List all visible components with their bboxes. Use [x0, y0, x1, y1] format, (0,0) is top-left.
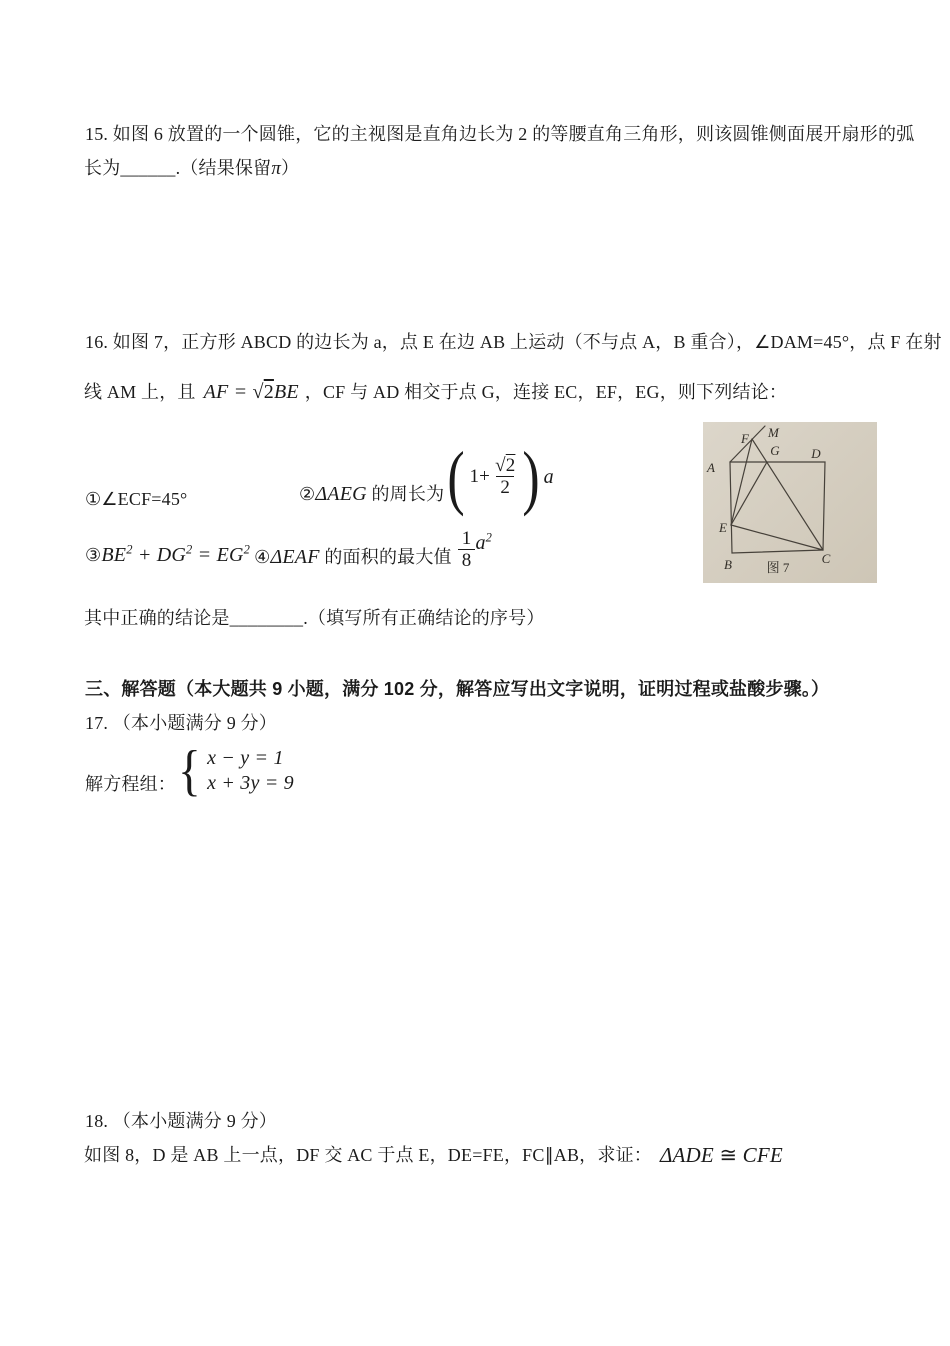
- question-17-header: 17. （本小题满分 9 分）: [85, 713, 277, 733]
- formula-af-lhs: AF =: [203, 381, 248, 403]
- vertex-label-m: M: [768, 425, 779, 440]
- conclusion-item-1: [85, 486, 187, 512]
- item-4-variable: [475, 530, 492, 556]
- vertex-label-g: G: [770, 443, 780, 458]
- item-2-triangle: ΔAEG: [315, 483, 367, 505]
- item-2-marker: ②: [299, 484, 316, 504]
- close-paren: ): [522, 436, 541, 517]
- equation-1: x − y = 1: [207, 747, 284, 769]
- item-4-marker: ④: [254, 547, 271, 567]
- item-2-fraction-numerator: [491, 455, 519, 476]
- pi-symbol: π: [271, 158, 282, 179]
- question-17-system: [85, 742, 294, 800]
- question-15-line-2-close: ）: [281, 158, 300, 178]
- vertex-label-d: D: [811, 446, 821, 461]
- radicand: 2: [505, 455, 516, 477]
- item-3-equation: [101, 544, 250, 566]
- item-4-fraction-numerator: 1: [461, 527, 472, 549]
- item-2-text: 的周长为: [366, 484, 445, 504]
- question-16-line-2: [84, 376, 787, 408]
- item-2-variable: a: [543, 465, 554, 488]
- item-2-fraction: [491, 455, 519, 499]
- question-16-line-2-post: ，CF 与 AD 相交于点 G，连接 EC，EF，EG，则下列结论：: [304, 382, 788, 402]
- radical-sign: √: [495, 455, 506, 477]
- item-4-area-formula: [458, 528, 492, 572]
- item-2-perimeter-formula: [444, 436, 554, 517]
- equation-2: x + 3y = 9: [207, 772, 294, 794]
- vertex-label-b: B: [724, 557, 732, 572]
- term-eg: = EG: [192, 544, 244, 566]
- question-18-header: 18. （本小题满分 9 分）: [85, 1111, 277, 1131]
- vertex-label-f: F: [741, 431, 749, 446]
- question-18-text: 如图 8，D 是 AB 上一点，DF 交 AC 于点 E，DE=FE，FC∥AB，求证：: [84, 1145, 652, 1165]
- formula-af-sqrt2-be: [204, 379, 299, 405]
- term-be: BE: [101, 544, 127, 566]
- formula-af-rhs: BE: [273, 381, 299, 403]
- item-2-one-plus: 1+: [469, 465, 491, 487]
- question-18-statement: [84, 1140, 783, 1170]
- radical-sign: √: [252, 381, 264, 403]
- conclusion-items-3-4: [85, 527, 492, 572]
- item-4-triangle: ΔEAF: [270, 546, 320, 568]
- exponent: 2: [186, 542, 193, 557]
- exponent: 2: [243, 542, 251, 557]
- item-1-text: ∠ECF=45°: [101, 489, 188, 509]
- system-brace: {: [178, 740, 202, 802]
- question-16-line-2-pre: 线 AM 上，且: [84, 382, 196, 402]
- item-1-marker: ①: [85, 489, 102, 509]
- radicand: 2: [263, 381, 274, 403]
- figure-7-photo: [703, 422, 877, 583]
- question-15-line-2: [84, 155, 299, 182]
- vertex-label-a: A: [707, 460, 715, 475]
- item-4-fraction: [458, 528, 476, 572]
- question-15-line-2-text: 长为______.（结果保留: [84, 158, 272, 178]
- conclusion-pre: 其中正确的结论是: [84, 608, 230, 628]
- open-paren: (: [447, 436, 466, 517]
- question-15-line-1: 15. 如图 6 放置的一个圆锥，它的主视图是直角边长为 2 的等腰直角三角形，则该圆锥侧面展开扇形的弧: [85, 124, 915, 144]
- square-abcd: [730, 462, 825, 553]
- item-4-fraction-denominator: 8: [458, 549, 476, 571]
- item-2-fraction-denominator: 2: [496, 476, 514, 498]
- system-equations: [207, 746, 294, 796]
- conclusion-item-2: [299, 437, 554, 517]
- conclusion-blank: ________: [229, 608, 304, 628]
- vertex-label-c: C: [821, 551, 831, 566]
- congruence-formula: ΔADE ≅ CFE: [660, 1143, 783, 1167]
- solve-system-label: 解方程组：: [85, 774, 176, 794]
- vertex-label-e: E: [719, 520, 727, 535]
- conclusion-fill-line: [84, 605, 545, 631]
- exponent: 2: [126, 542, 133, 557]
- item-4-text: 的面积的最大值: [319, 547, 452, 567]
- term-dg: + DG: [132, 544, 187, 566]
- question-16-line-1: 16. 如图 7，正方形 ABCD 的边长为 a，点 E 在边 AB 上运动（不与点 A，B 重合），∠DAM=45°，点 F 在射: [85, 332, 942, 352]
- item-3-marker: ③: [85, 545, 102, 565]
- conclusion-item-4-label: [254, 544, 452, 572]
- item-2-label: [299, 481, 444, 517]
- conclusion-item-3: [85, 542, 250, 572]
- section-3-heading: 三、解答题（本大题共 9 小题，满分 102 分，解答应写出文字说明，证明过程或盐酸步骤。）: [85, 679, 830, 699]
- segment-eg: [731, 462, 767, 525]
- segment-ef: [731, 439, 752, 525]
- exponent: 2: [485, 530, 493, 545]
- figure-7-caption: 图 7: [766, 560, 790, 575]
- conclusion-post: .（填写所有正确结论的序号）: [303, 608, 545, 628]
- figure-7-diagram: [703, 422, 877, 583]
- variable-a: a: [475, 531, 486, 554]
